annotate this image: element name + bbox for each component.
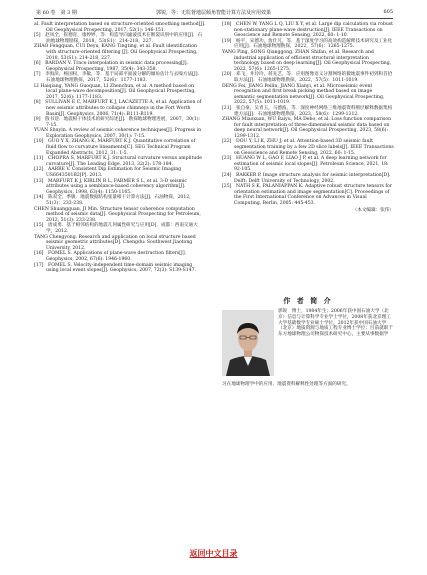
reference-entry: al. Fault interpretation based on structure-oriented smoothing method[J]. Oil Geophysical Prospecting, 2017, 52(1): 146-151. bbox=[34, 22, 206, 33]
page-number: 605 bbox=[383, 9, 393, 15]
reference-entry: [21] 张自豪，吴青玉，马德波，等．深度神经网络三维地震资料断层解释数据集构建方法[J]．石油地球物理勘探，2023，58(6)：1299-1312. bbox=[222, 105, 393, 117]
reference-entry: [9] 殷书迎．地震相干体技术的研究综述[J]．勘探地球物理进展，2007，30(1)：7-15. bbox=[34, 117, 204, 128]
running-title: 郭锐，等：无监督地层倾角智能计算方法及应用效果 bbox=[155, 10, 271, 16]
back-to-chinese-contents-link[interactable]: 返回中文目录 bbox=[189, 549, 238, 558]
reference-entry: ZHANG Miaoxuan, WU Baiyu, MA Debo, et al. Loss function comparison for fault interpretation of three-dimensional seismic data based on deep neural network[J]. Oil Geophysical Prospecting, 2023, 58(6): 1299-1312. bbox=[222, 117, 392, 139]
reference-entry: [18] CHEN W, YANG L Q, LIU X Y, et al. Large dip calculation via robust non-stationary plane-wave destruction[J]. IEEE Transactions on Geoscience and Remote Sensing, 2022, 60: 1-10. bbox=[222, 22, 394, 39]
reference-entry: [25] NATH S K, PALANIAPPAN K. Adaptive robust structure tensors for orientation estimation and image segmentation[C]. Proceedings of the First International Conference on Advances in Visual Computing, Berlin, 2005: 445-453. bbox=[222, 184, 392, 206]
reference-entry: [12] AARRE V. Consistent Dip Estimation for Seismic Imaging US6643501B2[P]. 2013. bbox=[34, 167, 182, 179]
references-left-column bbox=[34, 22, 206, 274]
reference-entry: YUAN Shuyin. A review of seismic coherence techniques[J]. Progress in Exploration Geophysics, 2007, 30(1): 7-15. bbox=[34, 128, 202, 139]
author-bio-continued: 习在地球物理学中的应用、地震资料解释性处理等方面的研究。 bbox=[222, 382, 351, 387]
references-right-column bbox=[222, 22, 394, 213]
reference-entry: [23] HUANG W L, GAO F, LIAO J P, et al. A deep learning network for estimation of seismic local slopes[J]. Petroleum Science, 2021, 18: 92-105. bbox=[222, 156, 389, 173]
reference-entry: [10] GUO Y X, ZHANG K, MARFURT K J. Quantitative correlation of fluid flow to curvature lineaments[C]. SEG Technical Program Expanded Abstracts, 2012, 31: 1-5. bbox=[34, 139, 196, 156]
reference-entry: YANG Ping, SONG Qianggong, ZHAN Shifan, et al. Research and industrial application of efficient structural interpretation technology based on deep learning[J]. Oil Geophysical Prospecting, 2022, 57(6): 1265-1275. bbox=[222, 49, 392, 72]
reference-entry: DENG Fei, JIANG Peilin, JIANG Xianyi, et al. Microseismic event recognition and first break picking method based on image semantic segmentation network[J]. Oil Geophysical Prospecting, 2022, 57(5): 1011-1019. bbox=[222, 83, 385, 106]
journal-volume: 第 60 卷 第 3 期 bbox=[36, 10, 77, 16]
reference-entry: [17] FOMEL S. Velocity-independent time-domain seismic imaging using local event slopes[J]. Geophysics, 2007, 72(3): S139-S147. bbox=[34, 262, 197, 274]
reference-entry: [20] 邓飞，井玲玲，蒋先艺，等．应用图像语义分割网络的微地震事件初到和首拾取方法[J]．石油地球物理勘探，2022，57(5)：1011-1019. bbox=[222, 72, 393, 83]
reference-entry: [6] BARDAN V. Trace interpolation in seismic data processing[J]. Geophysical Prospecting, 1987, 35(4): 343-358. bbox=[34, 61, 189, 72]
editor-note: （本文编辑：张伟） bbox=[352, 207, 394, 213]
reference-entry: LI Haiqiang, YANG Guoquan, LI Zhenchun, et al. A method based on local plane-wave decomposition[J]. Oil Geophysical Prospecting, 2017, 52(6): 1177-1183. bbox=[34, 83, 196, 100]
reference-entry: CHEN Shuangquan, JI Min. Structure tensor coherence computation method of seismic data[J]. Geophysical Prospecting for Petroleum, 2012, 51(3): 233-238. bbox=[34, 206, 201, 223]
author-section-title: 作 者 简 介 bbox=[283, 296, 333, 305]
reference-entry: [15] 唐成勇．基于相邻结构的地震几何属性研究与应用[D]．成都：西南交通大学，2012. bbox=[34, 223, 198, 234]
reference-entry: [11] CHOPRA S, MARFURT K J. Structural curvature versus amplitude curvature[J]. The Leading Edge, 2013, 32(2): 178-184. bbox=[34, 156, 202, 167]
reference-entry: [5] 赵凤全，崔德育，康婷婷，等．构造导向滤波技术在断裂识别中的应用[J]．石油地球物理勘探，2018，53(S1)：214-218，227. bbox=[34, 33, 203, 44]
reference-entry: [8] SULLIVAN E C, MARFURT K J, LACAZETTE A, et al. Application of new seismic attributes to collapse chimneys in the Fort Worth Basin[J]. Geophysics, 2006, 71(4): B111-B119. bbox=[34, 100, 202, 117]
reference-entry: [14] 陈双全，季敏．地震数据结构张量相干计算方法[J]．石油物探，2012，51(3)：233-238. bbox=[34, 195, 194, 206]
reference-entry: [16] FOMEL S. Applications of plane-wave destruction filters[J]. Geophysics, 2002, 67(6): 1946-1960. bbox=[34, 251, 187, 262]
author-bio: 郭锐 博士，1984年生；2006年获中国石油大学（北京）信息与计算科学专业学士学位，2008年获北京理工大学基础数学专业硕士学位，2012年获中国石油大学（北京）地质资源与地质工程专业博士学位；目前就职于东方地球物理公司物探技术研究中心，主要从事数据学 bbox=[278, 309, 393, 338]
reference-entry: [7] 李海滨，杨国权，李敏，等．基于局部平面波分解的倾角估计与去噪方法[J]．石油地球物理勘探，2017，52(6)：1177-1183. bbox=[34, 72, 203, 83]
reference-entry: TANG Chengyong. Research and application on local structure based seismic geometric attributes[D]. Chengdu: Southwest Jiaotong University, 2012. bbox=[34, 234, 196, 251]
header-rule bbox=[34, 18, 393, 19]
reference-entry: [19] 杨平，宋德功，詹仕凡，等．基于深度学习的高效构造解释技术研究及工业化应用[J]．石油地球物理勘探，2022，57(6)：1265-1275. bbox=[222, 38, 393, 50]
reference-entry: [13] MARFURT K J, KIRLIN R L, FARMER S L, et al. 3-D seismic attributes using a semblance-based coherency algorithm[J]. Geophysics, 1998, 63(4): 1150-1165. bbox=[34, 178, 187, 195]
author-photo bbox=[222, 310, 274, 376]
reference-entry: [22] DOU Y, LI K, ZHU J, et al. Attention-based 3D seismic fault segmentation training by a few 2D slice labels[J]. IEEE Transactions on Geoscience and Remote Sensing, 2022, 60: 1-15. bbox=[222, 139, 394, 156]
reference-entry: ZHAO Fengquan, CUI Deyu, KANG Tingting, et al. Fault identification with structure-oriented filtering [J]. Oil Geophysical Prospecting, 2018, 53(S1): 214-218, 227. bbox=[34, 44, 198, 61]
reference-entry: [24] BAKKER P. Image structure analysis for seismic interpretation[D]. Delft: Delft University of Technology, 2002. bbox=[222, 173, 391, 184]
